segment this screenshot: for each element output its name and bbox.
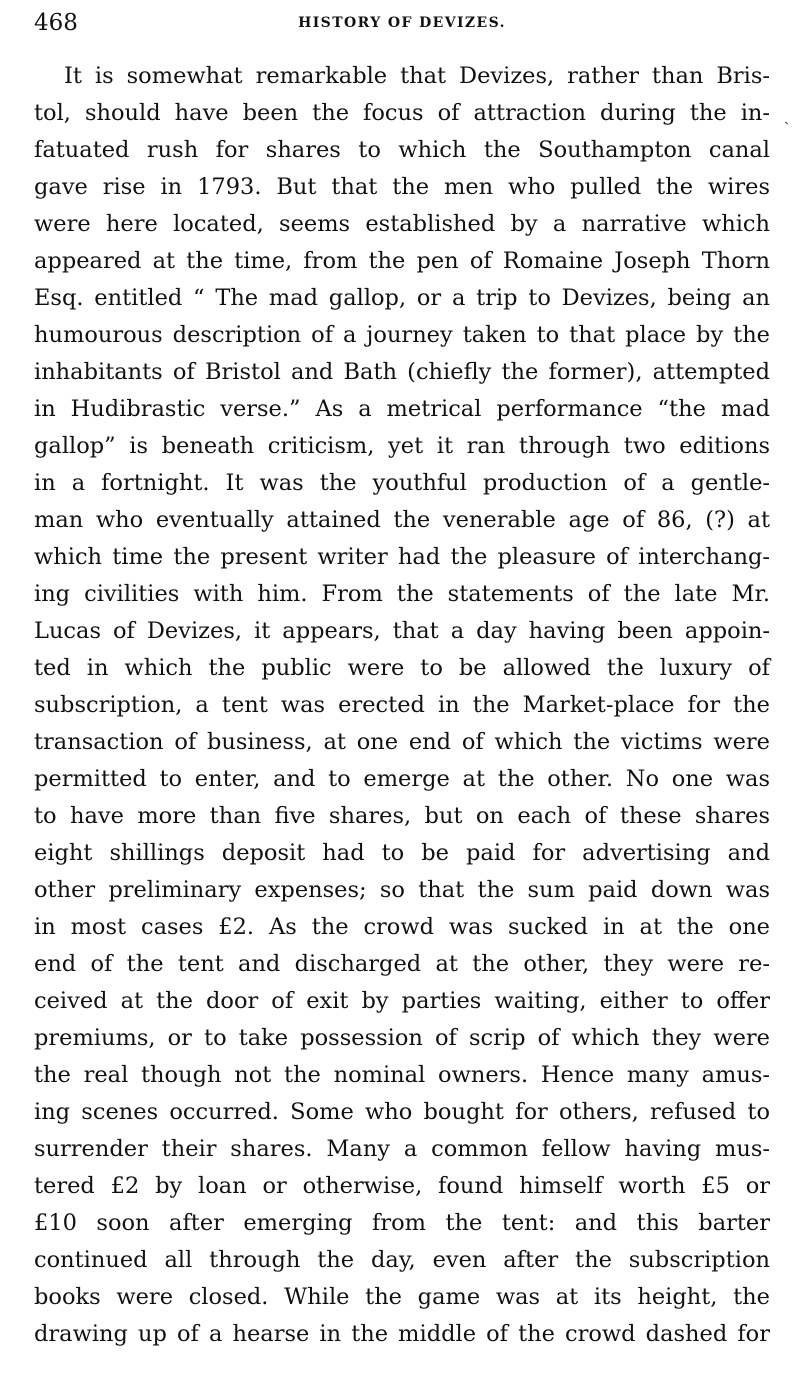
text-line: drawing up of a hearse in the middle of the crowd dashed for (34, 1321, 770, 1347)
text-line: ted in which the public were to be allowed the luxury of (34, 655, 770, 681)
text-line: which time the present writer had the pleasure of interchang- (34, 544, 770, 570)
text-line: transaction of business, at one end of which the victims were (34, 729, 770, 755)
running-header (34, 6, 770, 40)
text-line: inhabitants of Bristol and Bath (chiefly the former), attempted (34, 359, 770, 385)
text-line: ing scenes occurred. Some who bought for others, refused to (34, 1099, 770, 1125)
page-number: 468 (34, 10, 78, 36)
text-line: humourous description of a journey taken to that place by the (34, 322, 770, 348)
text-line: gave rise in 1793. But that the men who pulled the wires (34, 174, 770, 200)
text-line: in a fortnight. It was the youthful production of a gentle- (34, 470, 770, 496)
body-paragraph (34, 58, 770, 1353)
text-line: the real though not the nominal owners. Hence many amus- (34, 1062, 770, 1088)
text-line: to have more than five shares, but on each of these shares (34, 803, 770, 829)
text-line: end of the tent and discharged at the other, they were re- (34, 951, 770, 977)
text-line: premiums, or to take possession of scrip of which they were (34, 1025, 770, 1051)
text-line: eight shillings deposit had to be paid for advertising and (34, 840, 770, 866)
text-line: Esq. entitled “ The mad gallop, or a trip to Devizes, being an (34, 285, 770, 311)
text-line: man who eventually attained the venerable age of 86, (?) at (34, 507, 770, 533)
running-title: HISTORY OF DEVIZES. (298, 15, 506, 31)
text-line: subscription, a tent was erected in the Market-place for the (34, 692, 770, 718)
text-line: £10 soon after emerging from the tent: and this barter (34, 1210, 770, 1236)
text-line: fatuated rush for shares to which the Southampton canal (34, 137, 770, 163)
text-line: ing civilities with him. From the statements of the late Mr. (34, 581, 770, 607)
text-line: in most cases £2. As the crowd was sucked in at the one (34, 914, 770, 940)
text-line: were here located, seems established by a narrative which (34, 211, 770, 237)
text-line: permitted to enter, and to emerge at the other. No one was (34, 766, 770, 792)
text-line: appeared at the time, from the pen of Romaine Joseph Thorn (34, 248, 770, 274)
text-line: gallop” is beneath criticism, yet it ran through two editions (34, 433, 770, 459)
text-line: Lucas of Devizes, it appears, that a day having been appoin- (34, 618, 770, 644)
text-line: tered £2 by loan or otherwise, found himself worth £5 or (34, 1173, 770, 1199)
text-line: other preliminary expenses; so that the sum paid down was (34, 877, 770, 903)
text-line: surrender their shares. Many a common fellow having mus- (34, 1136, 770, 1162)
text-line: continued all through the day, even after the subscription (34, 1247, 770, 1273)
text-line: books were closed. While the game was at its height, the (34, 1284, 770, 1310)
text-line: tol, should have been the focus of attraction during the in- (34, 100, 770, 126)
margin-mark: ˎ (784, 106, 790, 125)
text-line: ceived at the door of exit by parties waiting, either to offer (34, 988, 770, 1014)
text-line: in Hudibrastic verse.” As a metrical performance “the mad (34, 396, 770, 422)
text-line: It is somewhat remarkable that Devizes, rather than Bris- (64, 63, 770, 89)
